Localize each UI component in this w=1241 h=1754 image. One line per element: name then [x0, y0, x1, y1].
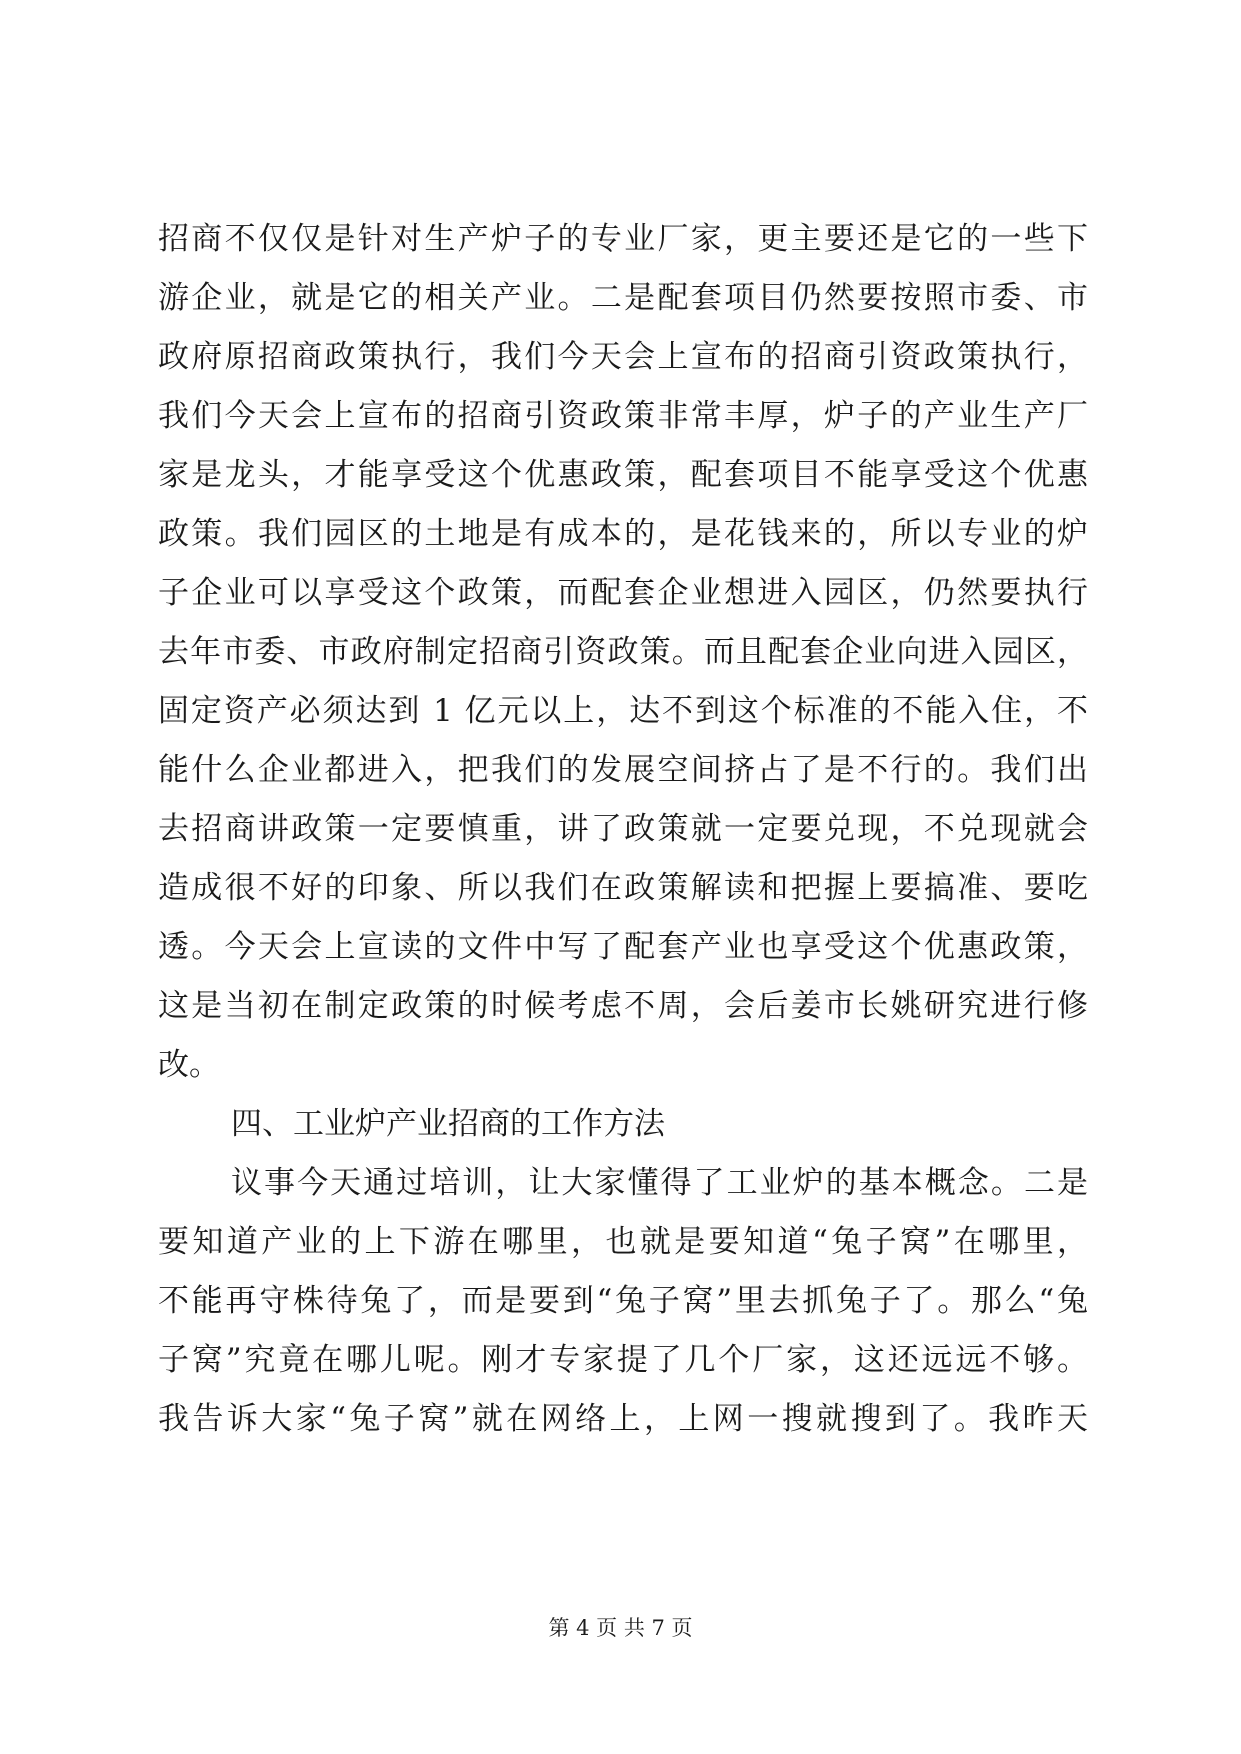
text-line: 透。今天会上宣读的文件中写了配套产业也享受这个优惠政策，	[158, 929, 1088, 965]
text-line: 这是当初在制定政策的时候考虑不周，会后姜市长姚研究进行修	[158, 988, 1088, 1024]
text-line: 政府原招商政策执行，我们今天会上宣布的招商引资政策执行，	[158, 339, 1088, 375]
section-heading: 四、工业炉产业招商的工作方法	[231, 1106, 665, 1142]
text-line: 招商不仅仅是针对生产炉子的专业厂家，更主要还是它的一些下	[158, 221, 1088, 257]
text-line: 去年市委、市政府制定招商引资政策。而且配套企业向进入园区，	[158, 634, 1088, 670]
page-footer	[0, 1612, 1241, 1642]
text-line: 我告诉大家“兔子窝”就在网络上，上网一搜就搜到了。我昨天	[158, 1401, 1088, 1437]
text-line: 子企业可以享受这个政策，而配套企业想进入园区，仍然要执行	[158, 575, 1088, 611]
text-line: 造成很不好的印象、所以我们在政策解读和把握上要搞准、要吃	[158, 870, 1088, 906]
text-line: 能什么企业都进入，把我们的发展空间挤占了是不行的。我们出	[158, 752, 1088, 788]
text-line: 政策。我们园区的土地是有成本的，是花钱来的，所以专业的炉	[158, 516, 1088, 552]
text-line: 我们今天会上宣布的招商引资政策非常丰厚，炉子的产业生产厂	[158, 398, 1088, 434]
page-number: 第 4 页 共 7 页	[548, 1616, 693, 1640]
text-line: 议事今天通过培训，让大家懂得了工业炉的基本概念。二是	[231, 1165, 1088, 1201]
text-line: 要知道产业的上下游在哪里，也就是要知道“兔子窝”在哪里，	[158, 1224, 1088, 1260]
text-line: 家是龙头，才能享受这个优惠政策，配套项目不能享受这个优惠	[158, 457, 1088, 493]
text-line: 子窝”究竟在哪儿呢。刚才专家提了几个厂家，这还远远不够。	[158, 1342, 1088, 1378]
text-line: 去招商讲政策一定要慎重，讲了政策就一定要兑现，不兑现就会	[158, 811, 1088, 847]
text-line: 游企业，就是它的相关产业。二是配套项目仍然要按照市委、市	[158, 280, 1088, 316]
text-line: 不能再守株待兔了，而是要到“兔子窝”里去抓兔子了。那么“兔	[158, 1283, 1088, 1319]
text-line: 固定资产必须达到 1 亿元以上，达不到这个标准的不能入住，不	[158, 693, 1088, 729]
document-body	[158, 210, 1088, 1449]
text-line: 改。	[158, 1047, 220, 1083]
